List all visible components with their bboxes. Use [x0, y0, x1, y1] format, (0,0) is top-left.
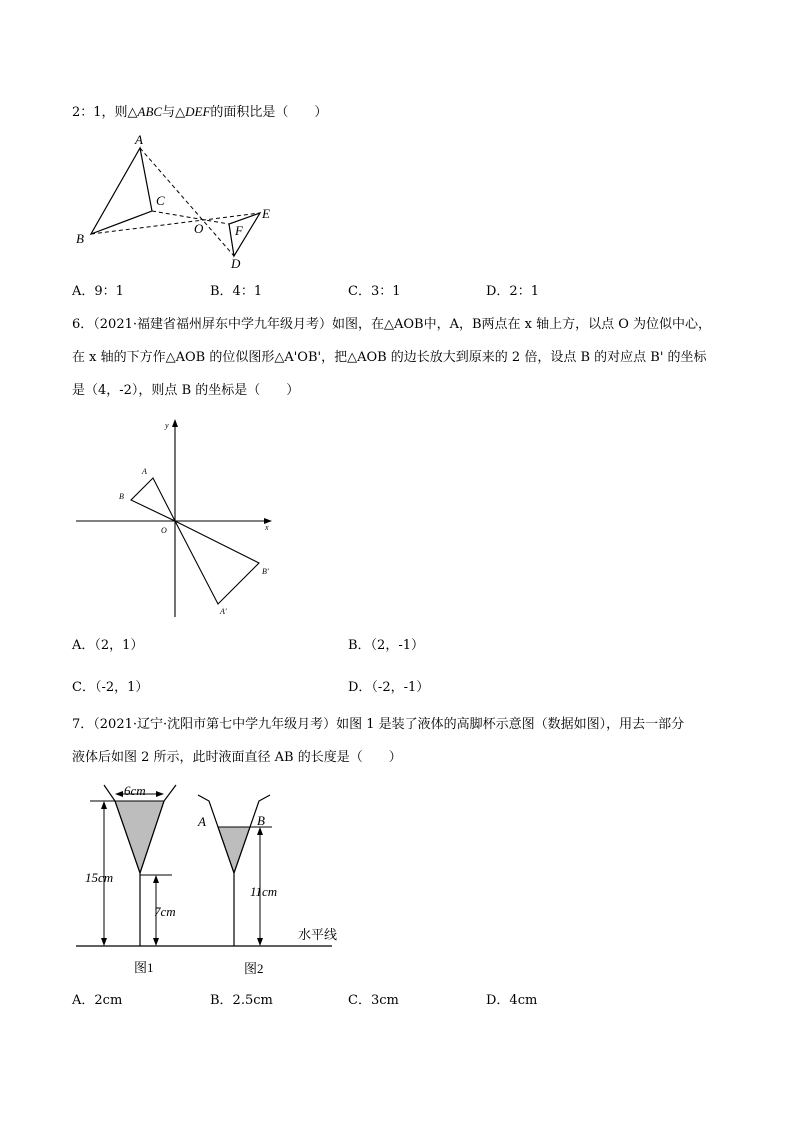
q7-stem-line1: 7．（2021·辽宁·沈阳市第七中学九年级月考）如图 1 是装了液体的高脚杯示意图（数据如图），用去一部分 [72, 717, 685, 732]
q5-option-b[interactable]: B．4：1 [210, 284, 263, 299]
q7-label-fig2: 图2 [244, 961, 264, 976]
q6-label-x: x [265, 523, 269, 532]
q6-option-a[interactable]: A．（2，1） [72, 638, 144, 653]
q7-arrow-15-bottom-icon [101, 938, 107, 946]
q7-label-7cm: 7cm [154, 904, 176, 919]
q6-label-a: A [142, 467, 147, 476]
q7-arrow-7-bottom-icon [153, 938, 159, 946]
q5-option-a[interactable]: A．9：1 [72, 284, 124, 299]
q6-label-a-prime: A' [220, 607, 227, 616]
q5-label-a: A [135, 132, 143, 147]
q5-stem-prefix: 2：1，则△ [72, 105, 138, 120]
q5-stem-suffix: 的面积比是（ ） [210, 105, 328, 120]
q7-option-a[interactable]: A．2cm [72, 993, 123, 1008]
q6-stem-line1: 6．（2021·福建省福州屏东中学九年级月考）如图，在△AOB中，A，B两点在 x 轴上方，以点 O 为位似中心， [72, 317, 712, 332]
q5-abc: ABC [137, 104, 163, 119]
q5-option-d[interactable]: D．2：1 [486, 284, 539, 299]
q6-option-b[interactable]: B．（2，-1） [348, 638, 424, 653]
q5-option-c[interactable]: C．3：1 [348, 284, 401, 299]
q5-label-o: O [194, 221, 204, 236]
q5-label-f: F [235, 223, 243, 238]
q7-arrow-15-top-icon [101, 801, 107, 809]
q6-label-b: B [119, 492, 124, 501]
q7-option-d[interactable]: D．4cm [486, 993, 538, 1008]
q7-glass1-liquid [115, 801, 164, 873]
q7-stem-line2: 液体后如图 2 所示，此时液面直径 AB 的长度是（ ） [72, 750, 402, 765]
q6-label-y: y [165, 421, 169, 430]
q6-stem-line2: 在 x 轴的下方作△AOB 的位似图形△A'OB'，把△AOB 的边长放大到原来的 2 倍，设点 B 的对应点 B' 的坐标 [72, 350, 707, 365]
q7-label-a: A [198, 814, 206, 829]
q7-option-c[interactable]: C．3cm [348, 993, 399, 1008]
q7-label-fig1: 图1 [134, 960, 154, 975]
q7-arrow-11-bottom-icon [257, 938, 263, 946]
q5-label-e: E [262, 206, 270, 221]
q7-label-6cm: 6cm [124, 783, 146, 798]
q5-label-d: D [231, 256, 241, 271]
q6-stem-line3: 是（4，-2），则点 B 的坐标是（ ） [72, 383, 300, 398]
q5-label-b: B [76, 231, 84, 246]
q7-arrow-7-top-icon [153, 875, 159, 883]
q7-label-horizon: 水平线 [298, 927, 338, 942]
q7-option-b[interactable]: B．2.5cm [210, 993, 273, 1008]
q6-option-d[interactable]: D．（-2，-1） [348, 680, 430, 695]
q7-arrow-6-right-icon [156, 791, 164, 797]
q6-label-o: O [161, 526, 167, 535]
q5-stem-mid: 与△ [162, 105, 186, 120]
q7-glass2-liquid [218, 827, 250, 873]
q6-label-b-prime: B' [262, 567, 269, 576]
q7-arrow-11-top-icon [257, 827, 263, 835]
q5-def: DEF [185, 104, 211, 119]
q6-option-c[interactable]: C．（-2，1） [72, 680, 149, 695]
q5-label-c: C [156, 193, 165, 208]
q7-arrow-6-left-icon [115, 791, 123, 797]
q7-label-b: B [257, 813, 265, 828]
q7-label-11cm: 11cm [250, 884, 278, 899]
q7-label-15cm: 15cm [85, 870, 114, 885]
